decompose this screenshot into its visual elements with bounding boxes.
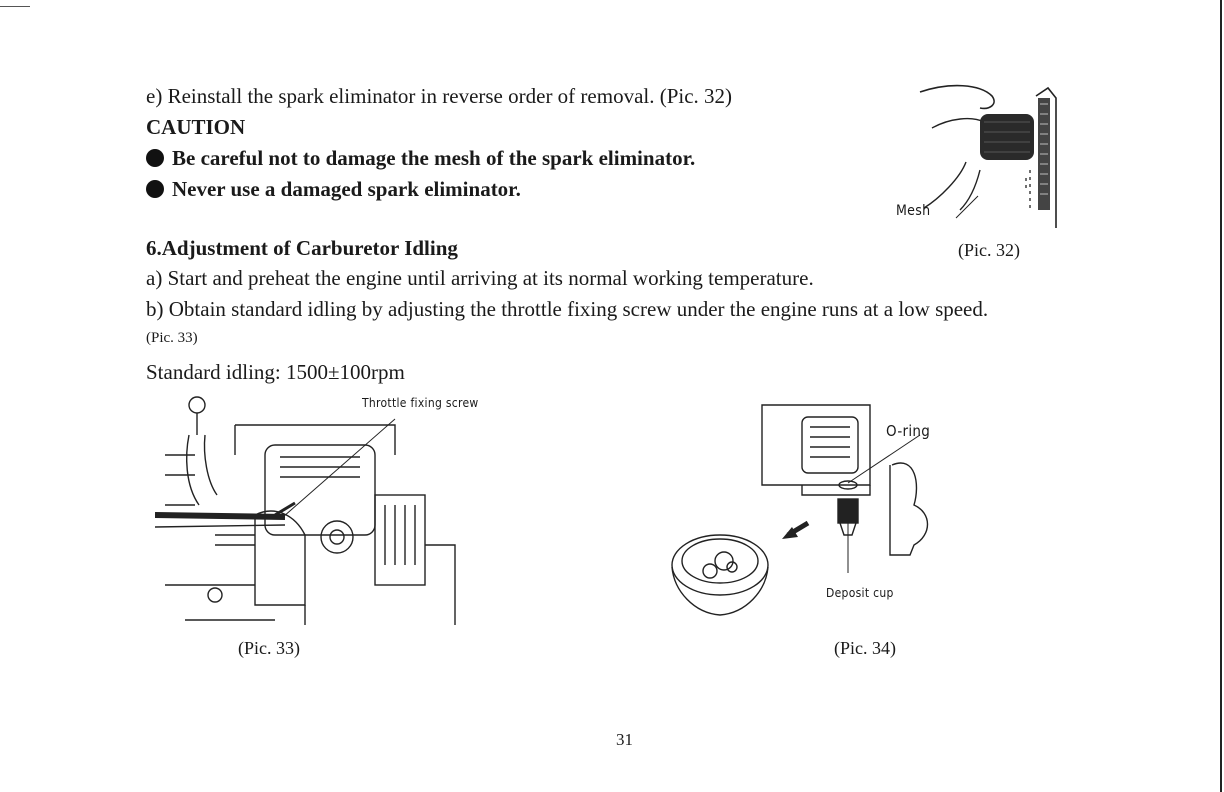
scan-right-border	[1220, 0, 1222, 792]
bullet-icon	[146, 180, 164, 198]
pic32-mesh-label: Mesh	[896, 203, 931, 219]
standard-idling: Standard idling: 1500±100rpm	[146, 360, 405, 384]
caution-title: CAUTION	[146, 115, 246, 139]
step-b-reference: (Pic. 33)	[146, 330, 198, 346]
bullet-icon	[146, 149, 164, 167]
pic32-caption: (Pic. 32)	[958, 240, 1020, 260]
caution-item-2	[146, 177, 521, 202]
caution-text-2: Never use a damaged spark eliminator.	[172, 177, 521, 201]
pic32-illustration	[880, 78, 1080, 248]
page-number: 31	[616, 730, 633, 749]
caution-item-1	[146, 146, 695, 171]
section-6-heading: 6.Adjustment of Carburetor Idling	[146, 236, 458, 260]
instruction-e: e) Reinstall the spark eliminator in reverse order of removal. (Pic. 32)	[146, 84, 733, 108]
step-b: b) Obtain standard idling by adjusting the throttle fixing screw under the engine runs at a low speed.	[146, 297, 989, 321]
pic34-caption: (Pic. 34)	[834, 638, 896, 658]
pic34-cup-label: Deposit cup	[826, 586, 894, 600]
pic34-oring-label: O-ring	[886, 422, 931, 440]
pic33-screw-label: Throttle fixing screw	[362, 396, 479, 410]
pic33-illustration	[155, 395, 465, 630]
caution-text-1: Be careful not to damage the mesh of the spark eliminator.	[172, 146, 696, 170]
scan-edge-line	[0, 6, 30, 7]
pic33-caption: (Pic. 33)	[238, 638, 300, 658]
step-a: a) Start and preheat the engine until arriving at its normal working temperature.	[146, 266, 814, 290]
